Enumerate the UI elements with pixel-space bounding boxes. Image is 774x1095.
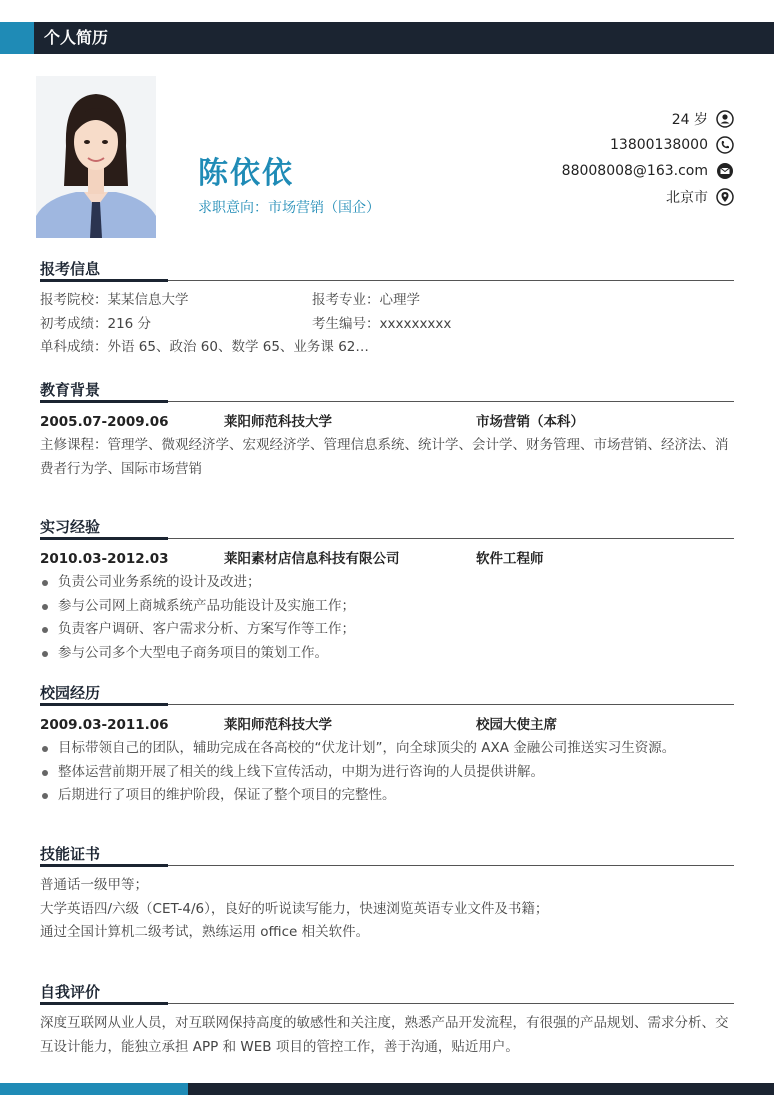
campus-section bbox=[40, 682, 734, 808]
top-banner-accent bbox=[0, 22, 34, 54]
section-underline bbox=[40, 279, 168, 282]
education-section bbox=[40, 379, 734, 481]
skills-section bbox=[40, 843, 734, 945]
skills-line: 大学英语四/六级（CET-4/6），良好的听说读写能力，快速浏览英语专业文件及书籍； bbox=[40, 900, 549, 917]
internship-date: 2010.03-2012.03 bbox=[40, 551, 169, 567]
internship-title: 实习经验 bbox=[40, 518, 101, 536]
contact-info bbox=[562, 106, 734, 210]
skills-line: 普通话一级甲等； bbox=[40, 877, 148, 893]
internship-header bbox=[40, 516, 734, 539]
section-underline bbox=[40, 537, 168, 540]
age-row bbox=[562, 106, 734, 132]
section-underline bbox=[40, 864, 168, 867]
campus-role: 校园大使主席 bbox=[476, 717, 557, 733]
phone-row bbox=[562, 132, 734, 158]
exam-title: 报考信息 bbox=[40, 260, 101, 278]
education-org: 莱阳师范科技大学 bbox=[224, 414, 332, 430]
list-item: 后期进行了项目的维护阶段，保证了整个项目的完整性。 bbox=[40, 784, 734, 808]
section-underline bbox=[40, 400, 168, 403]
education-role: 市场营销（本科） bbox=[476, 414, 584, 430]
exam-school: 报考院校：某某信息大学 bbox=[40, 292, 189, 308]
section-underline bbox=[40, 703, 168, 706]
user-icon bbox=[716, 110, 734, 128]
campus-date: 2009.03-2011.06 bbox=[40, 717, 169, 733]
phone-icon bbox=[716, 136, 734, 154]
self-header bbox=[40, 981, 734, 1004]
bottom-banner bbox=[0, 1083, 774, 1095]
mail-icon bbox=[716, 162, 734, 180]
campus-list bbox=[40, 737, 734, 808]
exam-row-1 bbox=[40, 289, 734, 313]
top-banner bbox=[0, 22, 774, 54]
campus-header bbox=[40, 682, 734, 705]
campus-org: 莱阳师范科技大学 bbox=[224, 717, 332, 733]
list-item: 整体运营前期开展了相关的线上线下宣传活动，中期为进行咨询的人员提供讲解。 bbox=[40, 761, 734, 785]
skills-line: 通过全国计算机二级考试，熟练运用 office 相关软件。 bbox=[40, 924, 370, 940]
location-icon bbox=[716, 188, 734, 206]
exam-section bbox=[40, 258, 734, 360]
list-item: 目标带领自己的团队，辅助完成在各高校的“伏龙计划”，向全球顶尖的 AXA 金融公司推送实习生资源。 bbox=[40, 737, 734, 761]
bottom-banner-accent bbox=[0, 1083, 188, 1095]
list-item: 参与公司多个大型电子商务项目的策划工作。 bbox=[40, 642, 734, 666]
skills-header bbox=[40, 843, 734, 866]
exam-score: 初考成绩：216 分 bbox=[40, 315, 152, 332]
candidate-name: 陈依依 bbox=[198, 156, 294, 191]
section-underline bbox=[40, 1002, 168, 1005]
education-courses: 主修课程：管理学、微观经济学、宏观经济学、管理信息系统、统计学、会计学、财务管理、市场营销、经济法、消费者行为学、国际市场营销 bbox=[40, 437, 729, 477]
internship-section bbox=[40, 516, 734, 665]
skills-title: 技能证书 bbox=[40, 845, 101, 863]
phone-value: 13800138000 bbox=[610, 137, 708, 153]
internship-list bbox=[40, 571, 734, 665]
education-title: 教育背景 bbox=[40, 381, 101, 399]
list-item: 负责客户调研、客户需求分析、方案写作等工作； bbox=[40, 618, 734, 642]
email-row bbox=[562, 158, 734, 184]
education-header bbox=[40, 379, 734, 402]
portrait-illustration bbox=[36, 76, 156, 238]
exam-header bbox=[40, 258, 734, 281]
education-row bbox=[40, 410, 734, 434]
self-title: 自我评价 bbox=[40, 983, 101, 1001]
campus-title: 校园经历 bbox=[40, 684, 101, 702]
exam-row-2 bbox=[40, 313, 734, 337]
self-text: 深度互联网从业人员，对互联网保持高度的敏感性和关注度，熟悉产品开发流程，有很强的产品规划、需求分析、交互设计能力，能独立承担 APP 和 WEB 项目的管控工作，善于沟通，贴近用户。 bbox=[40, 1015, 729, 1055]
campus-row bbox=[40, 713, 734, 737]
city-row bbox=[562, 184, 734, 210]
page-title: 个人简历 bbox=[44, 28, 109, 47]
city-value: 北京市 bbox=[666, 190, 708, 206]
internship-role: 软件工程师 bbox=[476, 551, 544, 567]
internship-row bbox=[40, 547, 734, 571]
education-date: 2005.07-2009.06 bbox=[40, 414, 169, 430]
internship-org: 莱阳素材店信息科技有限公司 bbox=[224, 551, 400, 567]
list-item: 参与公司网上商城系统产品功能设计及实施工作； bbox=[40, 595, 734, 619]
email-value: 88008008@163.com bbox=[561, 163, 708, 179]
profile-photo bbox=[36, 76, 156, 238]
job-intent: 求职意向：市场营销（国企） bbox=[198, 200, 380, 216]
age-value: 24 岁 bbox=[671, 112, 708, 128]
exam-subjects: 单科成绩：外语 65、政治 60、数学 65、业务课 62… bbox=[40, 339, 369, 355]
list-item: 负责公司业务系统的设计及改进； bbox=[40, 571, 734, 595]
exam-number: 考生编号：xxxxxxxxx bbox=[312, 315, 452, 332]
exam-major: 报考专业：心理学 bbox=[312, 292, 420, 308]
self-section bbox=[40, 981, 734, 1059]
